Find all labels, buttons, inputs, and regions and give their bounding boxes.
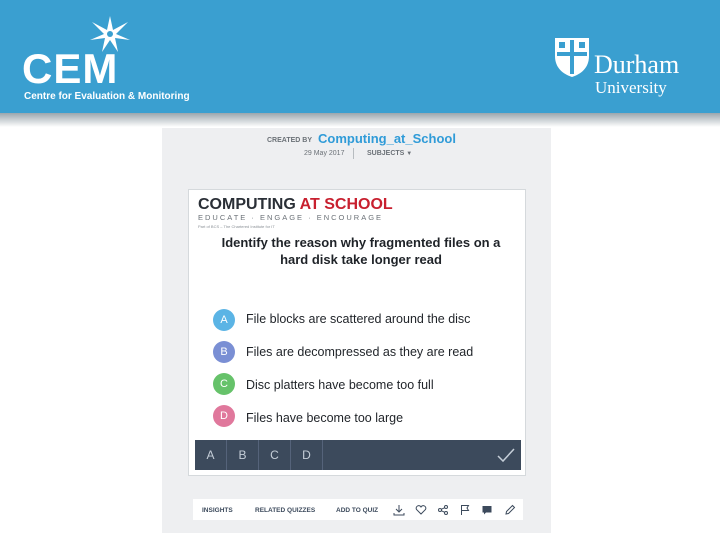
add-to-quiz-link[interactable]: ADD TO QUIZ (336, 507, 379, 514)
option-c-text[interactable]: Disc platters have become too full (246, 378, 434, 392)
subjects-dropdown[interactable] (367, 150, 412, 157)
logo-computing: COMPUTING (198, 196, 296, 213)
flag-icon[interactable] (459, 504, 471, 516)
comment-icon[interactable] (481, 504, 493, 516)
logo-tagline: EDUCATE · ENGAGE · ENCOURAGE (198, 213, 384, 222)
option-b-text[interactable]: Files are decompressed as they are read (246, 345, 474, 359)
cem-logo-title: CEM (22, 45, 119, 92)
option-a-badge[interactable]: A (213, 309, 235, 331)
checkmark-icon[interactable] (496, 446, 516, 464)
chevron-down-icon: ▼ (406, 151, 413, 157)
edit-icon[interactable] (504, 504, 516, 516)
option-d-text[interactable]: Files have become too large (246, 411, 404, 425)
logo-at-school: AT SCHOOL (299, 196, 393, 213)
banner-shadow (0, 113, 720, 127)
option-a-text[interactable]: File blocks are scattered around the disc (246, 312, 471, 326)
durham-logo-name: Durham (594, 50, 680, 79)
durham-crest-icon (553, 36, 591, 78)
logo-small-print: Part of BCS – The Chartered Institute for IT (198, 224, 275, 229)
author-link[interactable]: Computing_at_School (318, 131, 456, 146)
durham-logo-university: University (595, 78, 667, 97)
created-by-label: CREATED BY (267, 137, 312, 144)
option-b-badge[interactable]: B (213, 341, 235, 363)
question-text: Identify the reason why fragmented files on a hard disk take longer read (221, 235, 501, 267)
insights-link[interactable]: INSIGHTS (202, 507, 233, 514)
download-icon[interactable] (393, 504, 405, 516)
option-d-badge[interactable]: D (213, 405, 235, 427)
meta-divider (353, 148, 354, 159)
related-quizzes-link[interactable]: RELATED QUIZZES (255, 507, 316, 514)
subjects-label: SUBJECTS (367, 150, 405, 157)
answer-button-b[interactable]: B (227, 440, 259, 470)
quiz-date: 29 May 2017 (304, 150, 345, 157)
question-card (188, 189, 526, 476)
cem-logo-subtitle: Centre for Evaluation & Monitoring (24, 91, 190, 102)
computing-at-school-logo (198, 196, 393, 214)
answer-button-a[interactable]: A (195, 440, 227, 470)
option-c-badge[interactable]: C (213, 373, 235, 395)
share-icon[interactable] (437, 504, 449, 516)
heart-icon[interactable] (415, 504, 427, 516)
answer-button-d[interactable]: D (291, 440, 323, 470)
answer-button-c[interactable]: C (259, 440, 291, 470)
